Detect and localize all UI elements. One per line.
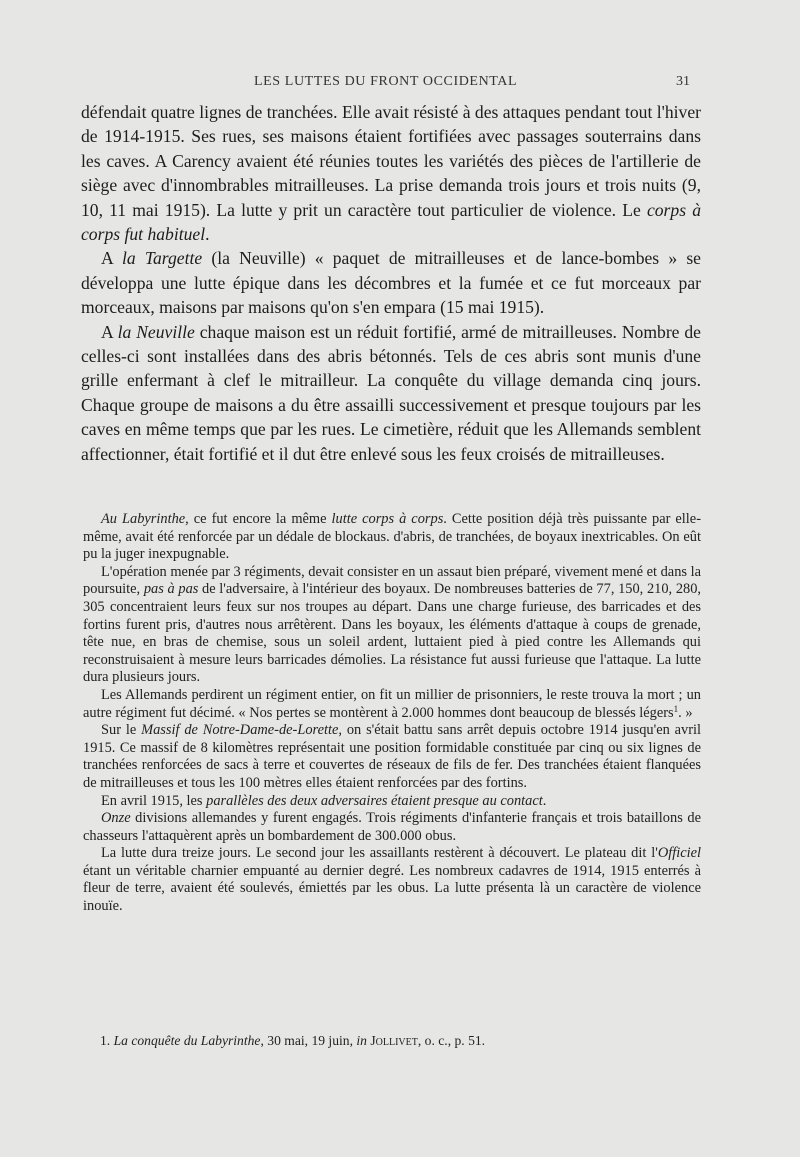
- footnote: 1. La conquête du Labyrinthe, 30 mai, 19 juin, in Jollivet, o. c., p. 51.: [100, 1033, 486, 1048]
- emphasis: corps à corps fut habituel: [81, 199, 701, 245]
- paragraph-losses: Les Allemands perdirent un régiment entier, on fit un millier de prisonniers, le reste trouva la mort ; un autre régiment fut décimé. « Nos pertes se montèrent à 2.000 hommes dont beaucoup de blessés légers$^1$. »: [83, 686, 701, 721]
- paragraph-thirteen-days: La lutte dura treize jours. Le second jour les assaillants restèrent à découvert. Le plateau dit l'Officiel étant un véritable charnier empuanté au dernier degré. Les nombreux cadavres de 1914, 1915 enterrés à fleur de terre, avaient été soulevés, émiettés par les obus. La lutte présenta là un caractère de violence inouïe.: [83, 845, 701, 915]
- quoted-block: [83, 511, 701, 916]
- emphasis: la Neuville: [117, 321, 195, 342]
- footnote-ref: 1: [673, 703, 679, 714]
- paragraph-labyrinthe: Au Labyrinthe, ce fut encore la même lutte corps à corps. Cette position déjà très puissante par elle-même, avait été renforcée par un dédale de blockaus. d'abris, de tranchées, de boyaux inextricables. On eût pu la juger inexpugnable.: [83, 511, 701, 563]
- paragraph-divisions: Onze divisions allemandes y furent engagés. Trois régiments d'infanterie français et trois bataillons de chasseurs l'attaquèrent après un bombardement de 300.000 obus.: [83, 810, 701, 844]
- paragraph-carency: défendait quatre lignes de tranchées. Elle avait résisté à des attaques pendant tout l'hiver de 1914-1915. Ses rues, ses maisons étaient fortifiées avec passages souterrains dans les caves. A Carency avaient été réunies toutes les variétés des pièces de l'artillerie de siège avec d'innombrables mitrailleuses. La prise demanda trois jours et trois nuits (9, 10, 11 mai 1915). La lutte y prit un caractère tout particulier de violence. Le corps à corps fut habituel.: [81, 102, 701, 245]
- emphasis: la Targette: [121, 248, 203, 269]
- paragraph-operation: L'opération menée par 3 régiments, devait consister en un assaut bien préparé, vivement mené et dans la poursuite, pas à pas de l'adversaire, à l'intérieur des boyaux. De nombreuses batteries de 77, 150, 210, 280, 305 concentraient leurs feux sur nos troupes au départ. Dans une charge furieuse, des barricades et des fortins furent pris, d'autres nous arrêtèrent. Dans les boyaux, les éléments d'attaque à coups de grenade, tête nue, en bras de chemise, sous un soleil ardent, luttaient pied à pied contre les Allemands qui reconstruisaient à mesure leurs barricades démolies. La résistance fut aussi furieuse que l'attaque. La lutte dura plusieurs jours.: [83, 563, 701, 686]
- paragraph-april: En avril 1915, les parallèles des deux adversaires étaient presque au contact.: [101, 792, 547, 809]
- running-title: LES LUTTES DU FRONT OCCIDENTAL: [254, 74, 518, 89]
- running-head: [0, 74, 800, 94]
- paragraph-targette: A la Targette (la Neuville) « paquet de mitrailleuses et de lance-bombes » se développa une lutte épique dans les décombres et la fumée et ce fut morceaux par morceaux, maisons par maisons qu'on s'en empara (15 mai 1915).: [81, 248, 701, 318]
- page-number: 31: [676, 74, 690, 89]
- paragraph-neuville: A la Neuville chaque maison est un réduit fortifié, armé de mitrailleuses. Nombre de celles-ci sont installées dans des abris bétonnés. Tels de ces abris sont munis d'une grille enfermant à clef le mitrailleur. La conquête du village demanda cinq jours. Chaque groupe de maisons a du être assailli successivement et presque toujours par les caves en même temps que par les rues. Le cimetière, réduit que les Allemands semblent affectionner, était fortifié et il dut être enlevé sous les feux croisés de mitrailleuses.: [81, 321, 701, 464]
- paragraph-lorette: Sur le Massif de Notre-Dame-de-Lorette, on s'était battu sans arrêt depuis octobre 1914 jusqu'en avril 1915. Ce massif de 8 kilomètres représentait une position formidable constituée par cinq ou six lignes de tranchées renforcées de sacs à terre et couvertes de réseaux de fils de fer. Des tranchées étaient flanquées de mitrailleuses et tous les 100 mètres elles étaient renforcées par des fortins.: [83, 722, 702, 791]
- main-body: [81, 100, 701, 466]
